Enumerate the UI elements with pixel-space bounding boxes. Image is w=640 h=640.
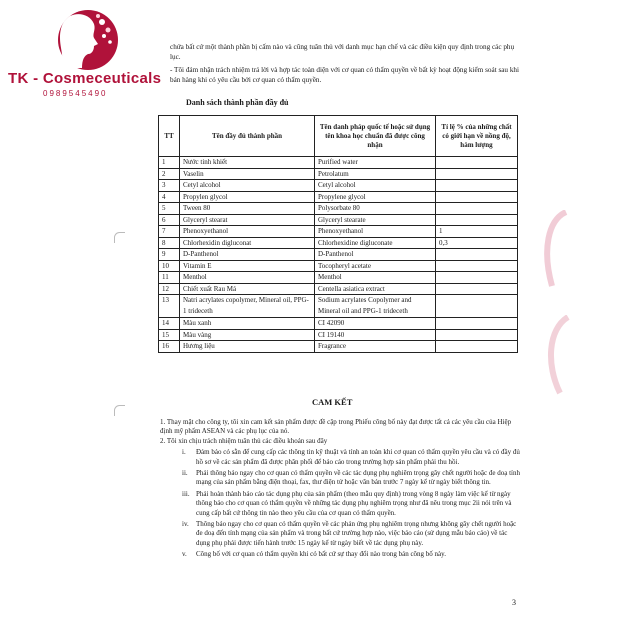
cell-tt: 10 (159, 260, 180, 272)
table-row (159, 318, 518, 330)
commitment-item-2: 2. Tôi xin chịu trách nhiệm tuân thủ các điều khoản sau đây (160, 436, 328, 445)
table-row (159, 157, 518, 169)
subitem-text: Phải hoàn thành báo cáo tác dụng phụ của sản phẩm (theo mẫu quy định) trong vòng 8 ngày làm việc kể từ ngày thông báo cho cơ quan có thẩm quyền về những tác dụng phụ nghiêm trọng như đã nêu trong mục 2ii nói trên và cung cấp bất cứ thông tin nào theo yêu cầu của cơ quan có thẩm quyền. (196, 489, 512, 517)
cell-name: Glyceryl stearat (180, 214, 315, 226)
cell-name: Màu xanh (180, 318, 315, 330)
header-pct: Tỉ lệ % của những chất có giới hạn về nồng độ, hàm lượng (436, 116, 518, 157)
cell-pct (436, 329, 518, 341)
cell-inci: Propylene glycol (315, 191, 436, 203)
commitment-subitem (160, 550, 520, 559)
table-row (159, 237, 518, 249)
cell-tt: 1 (159, 157, 180, 169)
subitem-text: Công bố với cơ quan có thẩm quyền khi có bất cứ sự thay đổi nào trong bản công bố này. (196, 550, 446, 559)
cell-pct (436, 180, 518, 192)
intro-line-2: - Tôi đảm nhận trách nhiệm trả lời và hợp tác toàn diện với cơ quan có thẩm quyền về bất kỳ hoạt động kiểm soát sau khi bán hàng khi có yêu cầu bởi cơ quan có thẩm quyền. (170, 66, 520, 84)
stamp-mark-icon (528, 210, 568, 290)
cell-name: Phenoxyethanol (180, 226, 315, 238)
cell-name: Chiết xuất Rau Má (180, 283, 315, 295)
commitment-subitem (160, 490, 520, 518)
cell-name: Vaselin (180, 168, 315, 180)
table-row (159, 203, 518, 215)
cell-inci: CI 19140 (315, 329, 436, 341)
header-name: Tên đầy đủ thành phần (180, 116, 315, 157)
cell-inci: Centella asiatica extract (315, 283, 436, 295)
cell-pct (436, 203, 518, 215)
cell-inci: Chlorhexidine digluconate (315, 237, 436, 249)
cell-tt: 2 (159, 168, 180, 180)
cell-tt: 12 (159, 283, 180, 295)
subitem-number: ii. (182, 469, 188, 478)
header-tt: TT (159, 116, 180, 157)
cell-tt: 7 (159, 226, 180, 238)
commitment-subitems (160, 448, 520, 559)
commitment-title: CAM KẾT (312, 397, 353, 407)
table-row (159, 295, 518, 318)
cell-pct (436, 249, 518, 261)
cell-inci: Sodium acrylates Copolymer and Mineral oil and PPG-1 trideceth (315, 295, 436, 318)
cell-name: Hương liệu (180, 341, 315, 353)
subitem-text: Phải thông báo ngay cho cơ quan có thẩm quyền về các tác dụng phụ nghiêm trọng gây chết người hoặc đe doạ tính mạng của sản phẩm bằng điện thoại, fax, thư điện tử hoặc văn bản trước 7 ngày kể từ ngày biết thông tin. (196, 469, 520, 487)
brand-name: TK - Cosmeceuticals (8, 70, 162, 87)
cell-tt: 8 (159, 237, 180, 249)
intro-text (170, 42, 520, 88)
cell-inci: Menthol (315, 272, 436, 284)
table-row (159, 191, 518, 203)
commitment-subitem (160, 448, 520, 467)
cell-pct (436, 214, 518, 226)
cell-tt: 15 (159, 329, 180, 341)
cell-pct: 0,3 (436, 237, 518, 249)
table-row (159, 226, 518, 238)
table-row (159, 260, 518, 272)
table-row (159, 168, 518, 180)
table-row (159, 329, 518, 341)
commitment-section (160, 418, 520, 560)
table-row (159, 180, 518, 192)
subitem-number: iii. (182, 489, 190, 498)
table-row (159, 214, 518, 226)
cell-name: Chlorhexidin digluconat (180, 237, 315, 249)
cell-tt: 14 (159, 318, 180, 330)
cell-pct (436, 157, 518, 169)
page-number: 3 (512, 598, 516, 607)
cell-tt: 11 (159, 272, 180, 284)
cell-inci: Cetyl alcohol (315, 180, 436, 192)
ingredient-table-body (159, 157, 518, 353)
subitem-number: iv. (182, 520, 189, 529)
subitem-text: Thông báo ngay cho cơ quan có thẩm quyền về các phản ứng phụ nghiêm trọng nhưng không gây chết người hoặc đe doạ đến tính mạng của sản phẩm và trong bất cứ trường hợp nào, việc báo cáo (sử dụng mẫu báo cáo) về tác dụng phụ phải được tiến hành trước 15 ngày kể từ ngày biết về tác dụng phụ này. (196, 520, 517, 547)
punch-hole-mark (114, 232, 125, 243)
commitment-subitem (160, 469, 520, 488)
table-row (159, 341, 518, 353)
cell-name: D-Panthenol (180, 249, 315, 261)
cell-pct (436, 191, 518, 203)
table-row (159, 283, 518, 295)
cell-name: Vitamin E (180, 260, 315, 272)
table-row (159, 272, 518, 284)
punch-hole-mark (114, 405, 125, 416)
cell-name: Propylen glycol (180, 191, 315, 203)
cell-name: Natri acrylates copolymer, Mineral oil, PPG-1 trideceth (180, 295, 315, 318)
commitment-subitem (160, 520, 520, 548)
table-row (159, 249, 518, 261)
cell-inci: Petrolatum (315, 168, 436, 180)
cell-inci: D-Panthenol (315, 249, 436, 261)
cell-name: Màu vàng (180, 329, 315, 341)
cell-tt: 5 (159, 203, 180, 215)
table-header-row (159, 116, 518, 157)
ingredient-table (158, 115, 518, 353)
cell-inci: Phenoxyethanol (315, 226, 436, 238)
stamp-mark-icon (530, 315, 570, 395)
header-inci: Tên danh pháp quốc tế hoặc sử dụng tên khoa học chuẩn đã được công nhận (315, 116, 436, 157)
cell-tt: 4 (159, 191, 180, 203)
cell-inci: Tocopheryl acetate (315, 260, 436, 272)
cell-pct (436, 295, 518, 318)
cell-tt: 13 (159, 295, 180, 318)
ingredient-list-title: Danh sách thành phần đầy đủ (186, 98, 289, 107)
cell-pct: 1 (436, 226, 518, 238)
brand-phone: 0989545490 (43, 89, 108, 98)
intro-line-1: chứa bất cứ một thành phần bị cấm nào và cũng tuân thủ với danh mục hạn chế và các điều kiện quy định trong các phụ lục. (170, 43, 515, 61)
cell-pct (436, 272, 518, 284)
cell-tt: 9 (159, 249, 180, 261)
cell-name: Cetyl alcohol (180, 180, 315, 192)
cell-inci: Purified water (315, 157, 436, 169)
cell-pct (436, 318, 518, 330)
cell-pct (436, 283, 518, 295)
cell-tt: 6 (159, 214, 180, 226)
cell-inci: Fragrance (315, 341, 436, 353)
subitem-number: v. (182, 550, 187, 559)
commitment-item-1: 1. Thay mặt cho công ty, tôi xin cam kết sản phẩm được đề cập trong Phiếu công bố này đạt được tất cả các yêu cầu của Hiệp định mỹ phẩm ASEAN và các phụ lục của nó. (160, 418, 512, 436)
woman-profile-flowers-icon (50, 8, 120, 72)
cell-pct (436, 260, 518, 272)
cell-pct (436, 341, 518, 353)
cell-tt: 16 (159, 341, 180, 353)
cell-pct (436, 168, 518, 180)
cell-inci: CI 42090 (315, 318, 436, 330)
cell-name: Nước tinh khiết (180, 157, 315, 169)
cell-inci: Glyceryl stearate (315, 214, 436, 226)
cell-name: Tween 80 (180, 203, 315, 215)
cell-tt: 3 (159, 180, 180, 192)
cell-inci: Polysorbate 80 (315, 203, 436, 215)
subitem-text: Đảm bảo có sẵn để cung cấp các thông tin kỹ thuật và tính an toàn khi cơ quan có thẩm quyền yêu cầu và có đầy đủ hồ sơ về các sản phẩm đã được phân phối để báo cáo trong trường hợp sản phẩm phải thu hồi. (196, 448, 520, 466)
subitem-number: i. (182, 448, 186, 457)
cell-name: Menthol (180, 272, 315, 284)
